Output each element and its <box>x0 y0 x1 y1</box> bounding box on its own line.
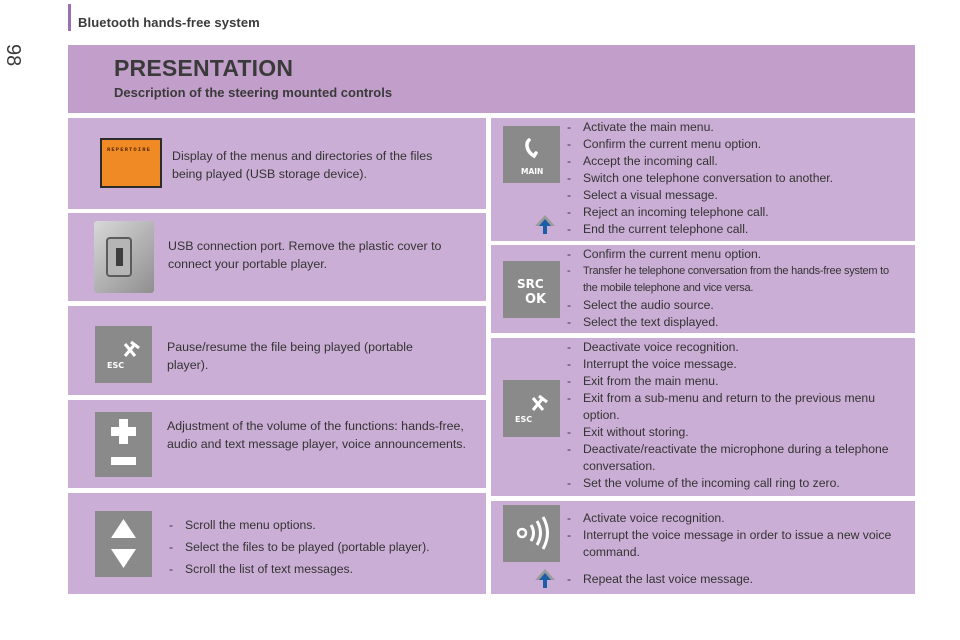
plus-minus-icon <box>95 412 152 477</box>
list-item: - Switch one telephone conversation to another. <box>566 170 906 187</box>
list-item: - Repeat the last voice message. <box>566 571 906 588</box>
list-item: - Confirm the current menu option. <box>566 246 906 263</box>
list-item: - Activate voice recognition. <box>566 510 906 527</box>
list-item: - End the current telephone call. <box>566 221 906 238</box>
list-item: - Interrupt the voice message. <box>566 356 906 373</box>
panel-description: USB connection port. Remove the plastic cover to connect your portable player. <box>168 239 442 271</box>
panel-item-list <box>566 339 906 492</box>
list-item: - Confirm the current menu option. <box>566 136 906 153</box>
panel-esc-button <box>491 338 915 496</box>
up-down-arrows-icon <box>95 511 152 577</box>
section-accent-bar <box>68 4 71 31</box>
list-item: - Reject an incoming telephone call. <box>566 204 906 221</box>
list-item: - Select the files to be played (portable player). <box>168 536 478 558</box>
list-item: - Interrupt the voice message in order to issue a new voice command. <box>566 527 906 561</box>
voice-recognition-icon <box>503 505 560 562</box>
main-phone-icon <box>503 126 560 183</box>
panel-scroll <box>68 493 486 594</box>
page-subtitle: Description of the steering mounted controls <box>114 85 393 100</box>
long-press-arrow-icon <box>533 566 557 590</box>
panel-item-list <box>566 510 906 588</box>
svg-text:OK: OK <box>525 292 547 307</box>
list-item: - Exit from a sub-menu and return to the previous menu option. <box>566 390 906 424</box>
esc-icon <box>503 380 560 437</box>
src-ok-icon <box>503 261 560 318</box>
panel-voice-button <box>491 501 915 594</box>
svg-text:ESC: ESC <box>515 415 533 424</box>
list-item: - Select a visual message. <box>566 187 906 204</box>
list-item: - Exit without storing. <box>566 424 906 441</box>
panel-description: Adjustment of the volume of the functions: hands-free, audio and text message player, voice announcements. <box>167 419 466 451</box>
list-item: - Scroll the list of text messages. <box>168 558 478 580</box>
page-number: 98 <box>2 44 24 67</box>
panel-volume <box>68 400 486 488</box>
panel-repertoire <box>68 118 486 209</box>
long-press-arrow-icon <box>533 212 557 236</box>
panel-src-ok-button <box>491 245 915 333</box>
list-item: - Deactivate/reactivate the microphone during a telephone conversation. <box>566 441 906 475</box>
section-title: Bluetooth hands-free system <box>78 15 260 30</box>
panel-main-button <box>491 118 915 241</box>
list-item: - Select the text displayed. <box>566 314 906 331</box>
panel-description: Display of the menus and directories of the files being played (USB storage device). <box>172 149 433 181</box>
list-item: - Deactivate voice recognition. <box>566 339 906 356</box>
svg-text:ESC: ESC <box>107 361 125 370</box>
panel-description: Pause/resume the file being played (portable player). <box>167 340 413 372</box>
list-item: - Set the volume of the incoming call ring to zero. <box>566 475 906 492</box>
list-item: - Activate the main menu. <box>566 119 906 136</box>
panel-item-list <box>168 514 478 580</box>
list-item: - Exit from the main menu. <box>566 373 906 390</box>
page-title: PRESENTATION <box>114 55 294 81</box>
list-item: - Accept the incoming call. <box>566 153 906 170</box>
list-item: - Transfer he telephone conversation from the hands-free system to the mobile telephone and vice versa. <box>566 263 906 297</box>
usb-port-icon <box>94 221 154 293</box>
panel-pause-resume <box>68 306 486 395</box>
repertoire-display-icon: REPERTOIRE <box>100 138 162 188</box>
panel-item-list <box>566 246 906 331</box>
panel-usb-port <box>68 213 486 301</box>
list-item: - Scroll the menu options. <box>168 514 478 536</box>
list-item: - Select the audio source. <box>566 297 906 314</box>
header-panel <box>68 45 915 113</box>
svg-text:SRC: SRC <box>517 277 544 291</box>
svg-text:MAIN: MAIN <box>521 167 544 176</box>
panel-item-list <box>566 119 906 238</box>
esc-icon <box>95 326 152 383</box>
